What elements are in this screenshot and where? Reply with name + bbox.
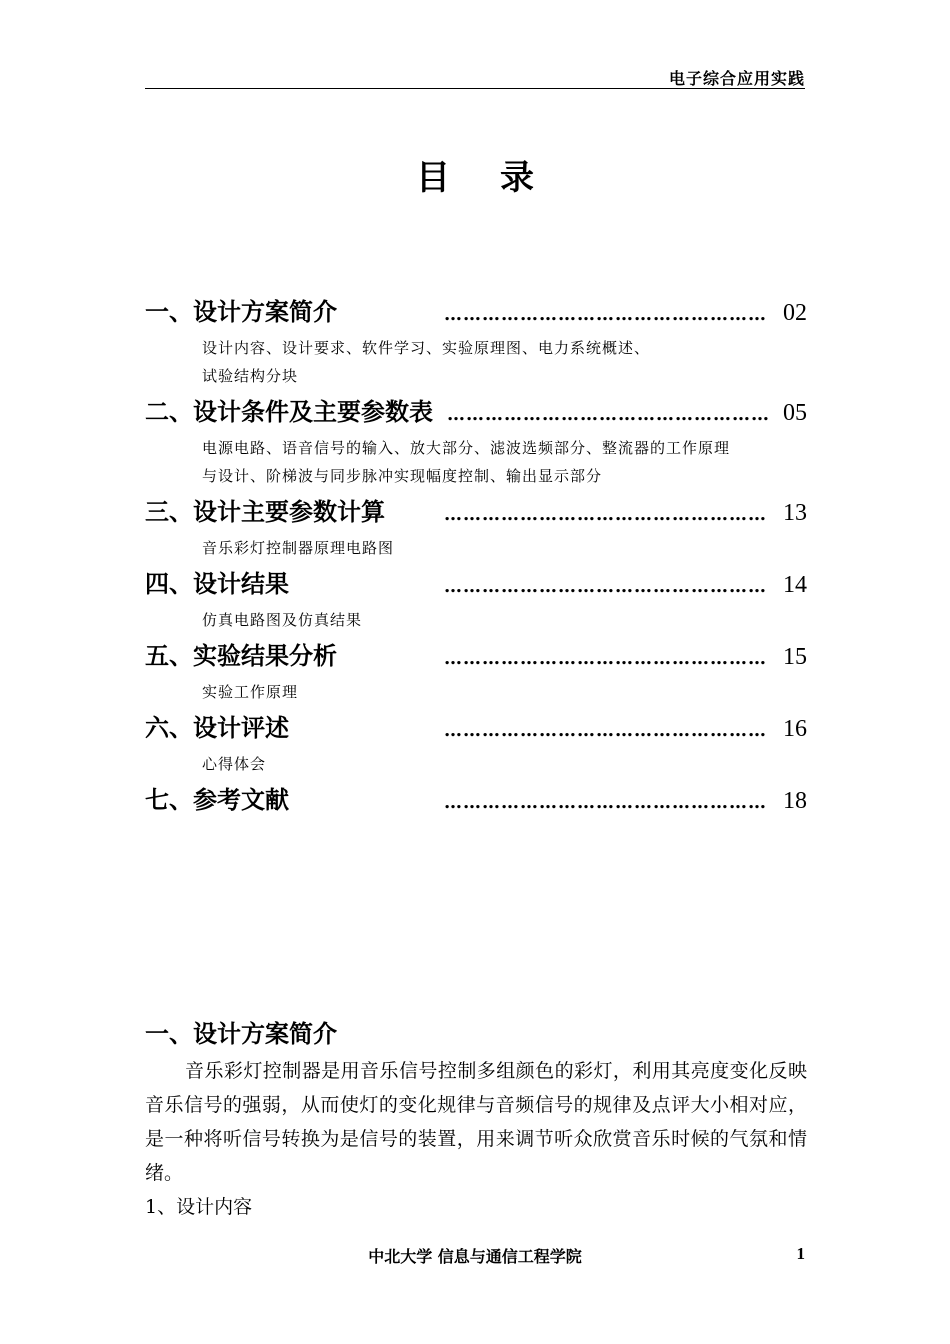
toc-entry-label: 一、设计方案简介 [145,297,337,326]
toc-entry-description: 电源电路、语音信号的输入、放大部分、滤波选频部分、整流器的工作原理 [202,439,731,457]
toc-entry-description: 实验工作原理 [202,683,299,701]
toc-leader-dots: …………………………………………… [447,404,770,425]
table-of-contents [145,290,807,822]
body-paragraph: 音乐彩灯控制器是用音乐信号控制多组颜色的彩灯，利用其亮度变化反映音乐信号的强弱，从而使灯的变化规律与音频信号的规律及点评大小相对应，是一种将听信号转换为是信号的装置，用来调节听众欣赏音乐时候的气氛和情绪。 [145,1060,807,1184]
toc-entry[interactable] [145,562,807,606]
toc-entry-description: 仿真电路图及仿真结果 [202,611,363,629]
toc-page-number: 18 [783,788,807,814]
toc-leader-dots: …………………………………………… [444,648,767,669]
toc-entry[interactable] [145,778,807,822]
toc-leader-dots: …………………………………………… [444,304,767,325]
page-footer: 中北大学 信息与通信工程学院 [368,1247,582,1266]
toc-entry-label: 五、实验结果分析 [145,641,337,670]
toc-leader-dots: …………………………………………… [444,504,767,525]
toc-entry[interactable] [145,706,807,750]
toc-entry[interactable] [145,634,807,678]
toc-entry-label: 四、设计结果 [145,569,289,598]
toc-entry[interactable] [145,290,807,334]
toc-entry-description: 设计内容、设计要求、软件学习、实验原理图、电力系统概述、 [202,339,651,357]
running-header: 电子综合应用实践 [668,69,805,88]
section-heading: 一、设计方案简介 [145,1019,337,1048]
toc-entry-description: 音乐彩灯控制器原理电路图 [202,539,395,557]
toc-entry-description: 心得体会 [202,755,267,773]
toc-entry[interactable] [145,490,807,534]
toc-page-number: 13 [783,500,807,526]
toc-leader-dots: …………………………………………… [444,792,767,813]
header-rule [145,88,805,89]
toc-page-number: 16 [783,716,807,742]
toc-page-number: 05 [783,400,807,426]
toc-page-number: 15 [783,644,807,670]
subsection-heading: 1、设计内容 [145,1196,253,1218]
toc-entry-label: 七、参考文献 [145,785,289,814]
toc-title: 目录 [416,158,584,198]
page-number: 1 [796,1244,805,1263]
toc-page-number: 02 [783,300,807,326]
toc-entry[interactable] [145,390,807,434]
toc-entry-description: 与设计、阶梯波与同步脉冲实现幅度控制、输出显示部分 [202,467,603,485]
toc-entry-label: 六、设计评述 [145,713,289,742]
toc-leader-dots: …………………………………………… [444,720,767,741]
toc-entry-description: 试验结构分块 [202,367,299,385]
toc-leader-dots: …………………………………………… [444,576,767,597]
toc-page-number: 14 [783,572,807,598]
toc-entry-label: 三、设计主要参数计算 [145,497,385,526]
toc-entry-label: 二、设计条件及主要参数表 [145,397,433,426]
